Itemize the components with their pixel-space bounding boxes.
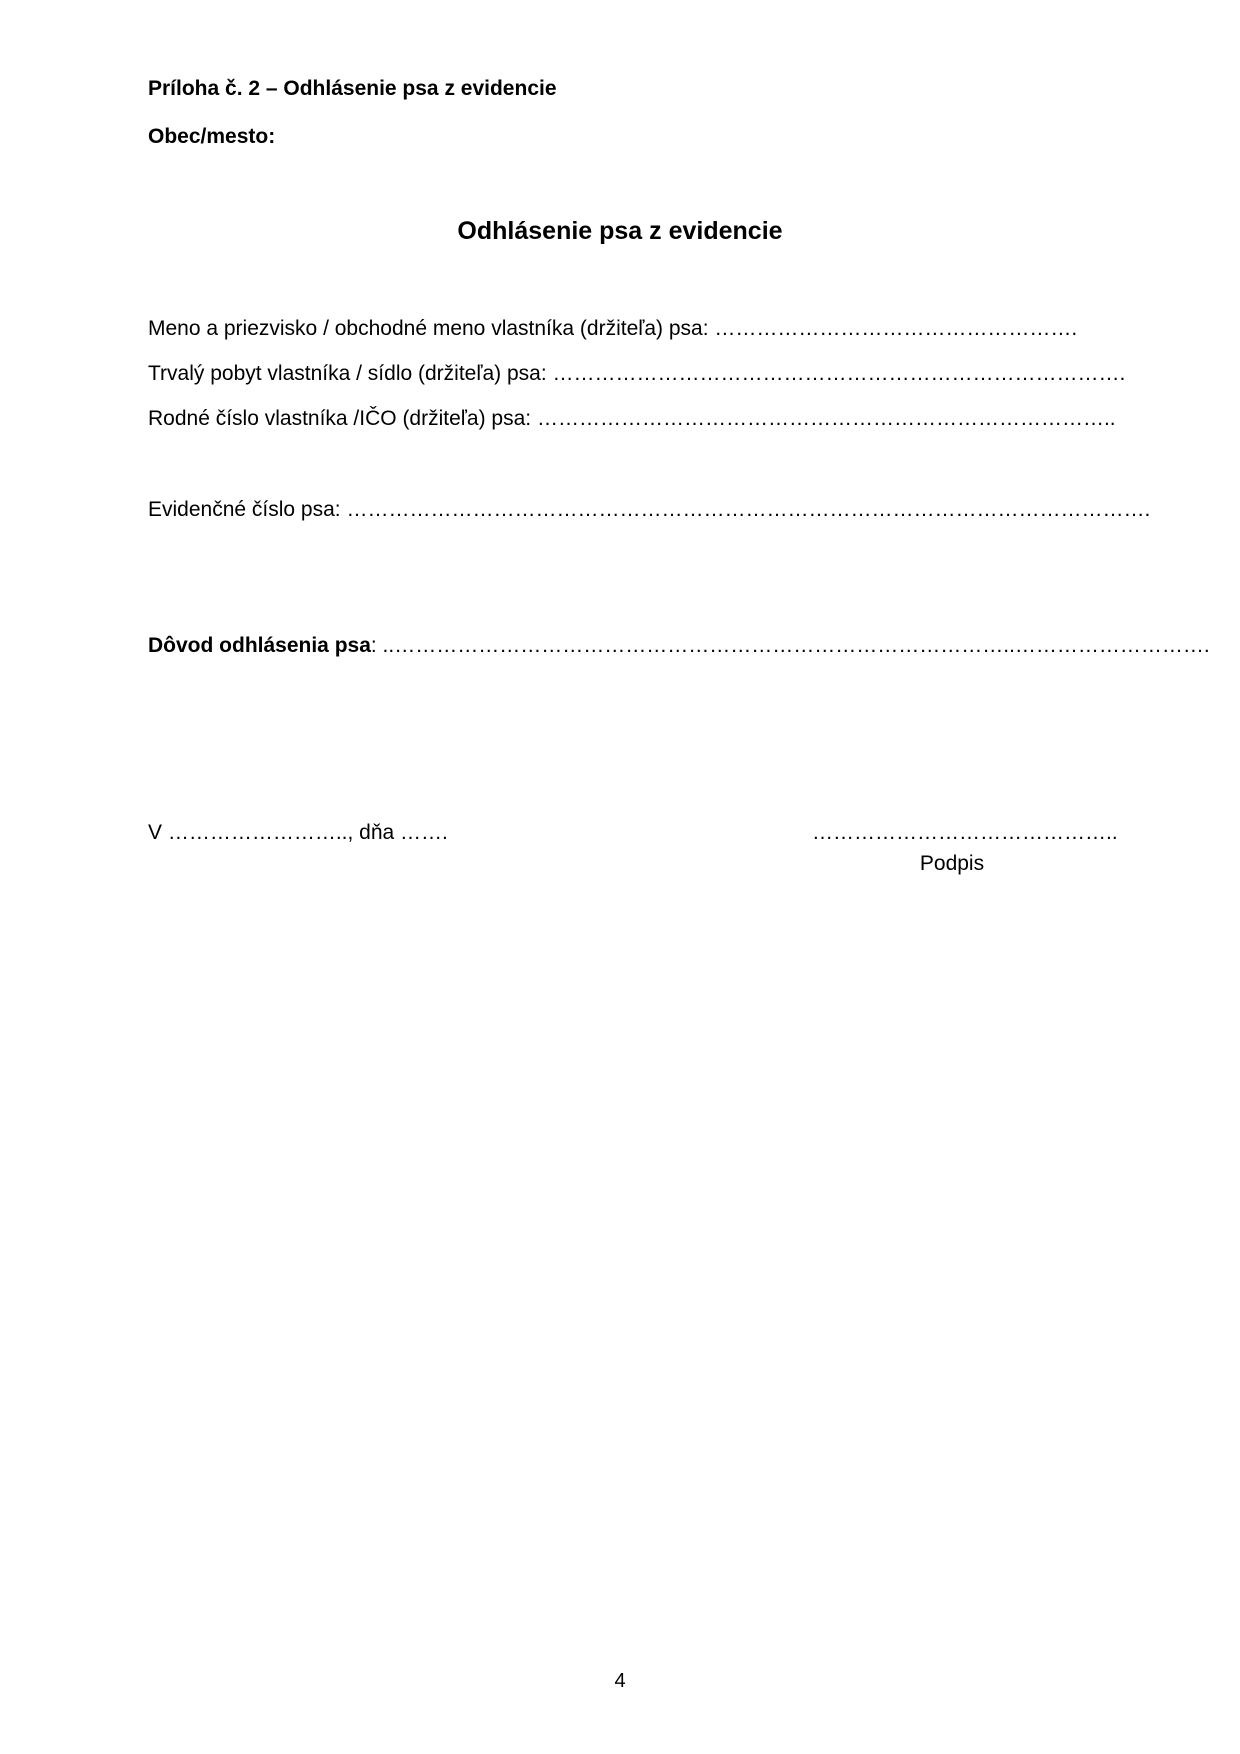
reason-field: [148, 633, 1210, 659]
dog-registration-number-field: Evidenčné číslo psa: …………………………………………………………………………………………………….: [148, 498, 1151, 521]
place-date-field: V …………………….., dňa …….: [148, 821, 448, 844]
reason-dots: : ..……………………………………………………………………………..……………………….: [370, 634, 1210, 657]
signature-label: Podpis: [919, 852, 985, 875]
municipality-label: Obec/mesto:: [148, 125, 276, 148]
annex-title: Príloha č. 2 – Odhlásenie psa z evidencie: [148, 77, 557, 100]
reason-label: Dôvod odhlásenia psa: [148, 634, 371, 657]
page-number: 4: [614, 1670, 626, 1692]
owner-residence-field: Trvalý pobyt vlastníka / sídlo (držiteľa) psa: ……………………………………………………………………….: [148, 362, 1126, 385]
owner-id-number-field: Rodné číslo vlastníka /IČO (držiteľa) psa: ………………………………………………………………………..: [148, 407, 1116, 430]
form-title: Odhlásenie psa z evidencie: [457, 217, 783, 245]
signature-line: ……………………………………..: [812, 821, 1118, 844]
owner-name-field: Meno a priezvisko / obchodné meno vlastníka (držiteľa) psa: …………………………………………….: [148, 317, 1078, 340]
